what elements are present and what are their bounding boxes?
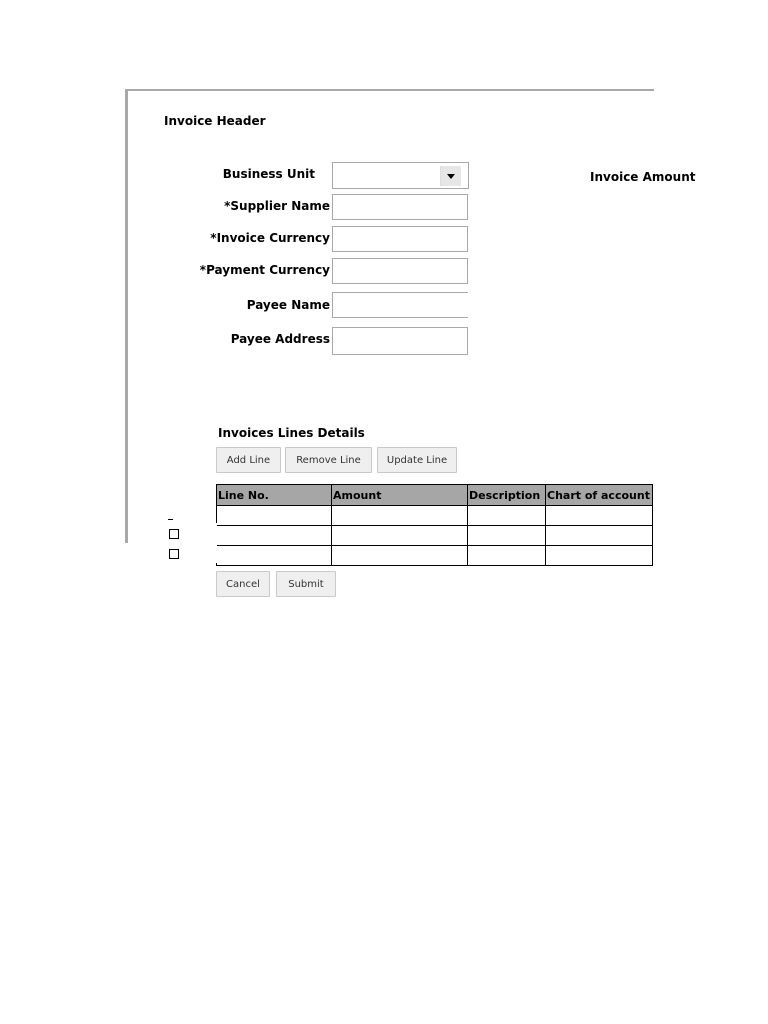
table-cell[interactable] xyxy=(332,506,468,526)
cell-border-gap xyxy=(217,541,252,544)
invoice-amount-label: Invoice Amount xyxy=(590,170,696,184)
invoice-currency-field[interactable] xyxy=(332,226,468,252)
table-cell[interactable] xyxy=(468,506,546,526)
row-selector-dash xyxy=(168,519,173,520)
table-row[interactable] xyxy=(217,506,653,526)
table-cell[interactable] xyxy=(332,546,468,566)
add-line-button[interactable]: Add Line xyxy=(216,447,281,473)
table-cell[interactable] xyxy=(546,526,653,546)
payee-name-field[interactable] xyxy=(332,292,468,318)
lines-section-title: Invoices Lines Details xyxy=(218,426,365,440)
payee-name-label: Payee Name xyxy=(246,298,330,312)
column-header-line-no: Line No. xyxy=(217,485,332,506)
table-row[interactable] xyxy=(217,526,653,546)
payment-currency-label: *Payment Currency xyxy=(199,263,330,277)
supplier-name-field[interactable] xyxy=(332,194,468,220)
business-unit-select[interactable] xyxy=(332,162,469,189)
payee-address-field[interactable] xyxy=(332,327,468,355)
panel-top-border xyxy=(125,89,654,91)
cell-border-gap xyxy=(217,520,252,523)
table-cell[interactable] xyxy=(546,506,653,526)
payment-currency-field[interactable] xyxy=(332,258,468,284)
column-header-description: Description xyxy=(468,485,546,506)
table-row[interactable] xyxy=(217,546,653,566)
table-header-row xyxy=(217,485,653,506)
panel-left-border xyxy=(125,89,128,543)
remove-line-button[interactable]: Remove Line xyxy=(285,447,372,473)
table-cell[interactable] xyxy=(468,526,546,546)
column-header-chart-of-account: Chart of account xyxy=(546,485,653,506)
table-cell[interactable] xyxy=(332,526,468,546)
row-checkbox[interactable] xyxy=(169,529,179,539)
business-unit-label: Business Unit xyxy=(222,167,315,181)
invoice-lines-table xyxy=(216,484,653,566)
cancel-button[interactable]: Cancel xyxy=(216,571,270,597)
submit-button[interactable]: Submit xyxy=(276,571,336,597)
cell-border-gap xyxy=(217,561,252,564)
invoice-currency-label: *Invoice Currency xyxy=(210,231,330,245)
chevron-down-icon[interactable] xyxy=(440,166,461,186)
table-cell[interactable] xyxy=(546,546,653,566)
cell-border-gap xyxy=(217,524,252,525)
invoice-header-title: Invoice Header xyxy=(164,114,266,128)
table-cell[interactable] xyxy=(468,546,546,566)
payee-address-label: Payee Address xyxy=(230,332,330,346)
column-header-amount: Amount xyxy=(332,485,468,506)
supplier-name-label: *Supplier Name xyxy=(224,199,330,213)
row-checkbox[interactable] xyxy=(169,549,179,559)
update-line-button[interactable]: Update Line xyxy=(377,447,457,473)
